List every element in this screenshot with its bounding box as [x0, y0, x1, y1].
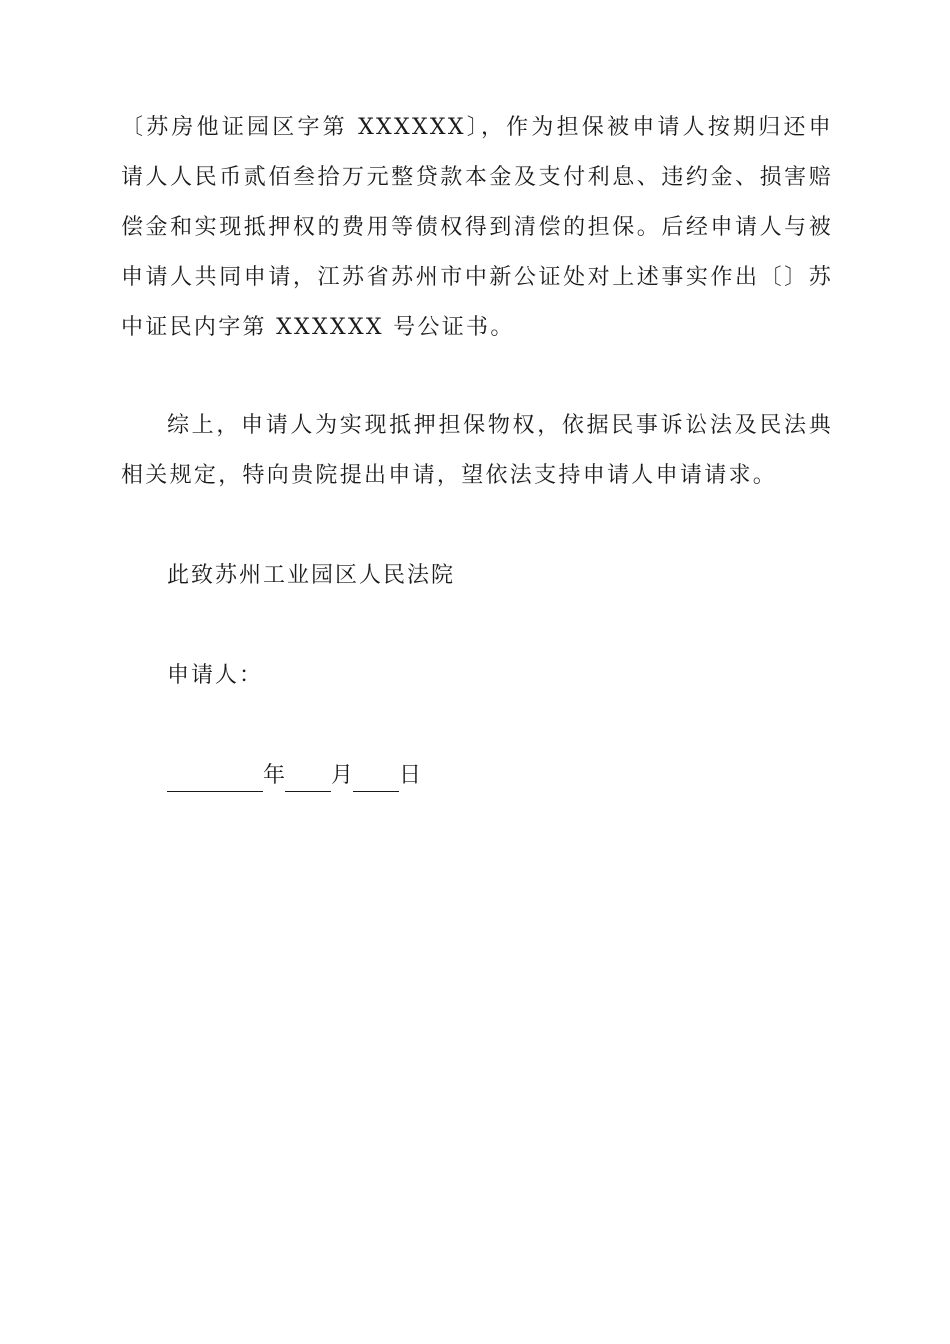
day-blank	[353, 761, 399, 792]
month-label: 月	[331, 763, 354, 788]
body-paragraph-notarization: 〔苏房他证园区字第 XXXXXX〕，作为担保被申请人按期归还申请人人民币贰佰叁拾万元整贷款本金及支付利息、违约金、损害赔偿金和实现抵押权的费用等债权得到清偿的担保。后经申请人与被申请人共同申请，江苏省苏州市中新公证处对上述事实作出〔〕苏中证民内字第 XXXXXX 号公证书。	[121, 115, 833, 340]
salutation-court: 此致苏州工业园区人民法院	[167, 563, 456, 588]
year-label: 年	[263, 763, 286, 788]
body-paragraph-conclusion: 综上，申请人为实现抵押担保物权，依据民事诉讼法及民法典相关规定，特向贵院提出申请，望依法支持申请人申请请求。	[121, 413, 833, 488]
year-blank	[167, 761, 263, 792]
month-blank	[285, 761, 331, 792]
day-label: 日	[399, 763, 422, 788]
applicant-label: 申请人：	[167, 663, 264, 688]
date-line	[167, 751, 421, 801]
